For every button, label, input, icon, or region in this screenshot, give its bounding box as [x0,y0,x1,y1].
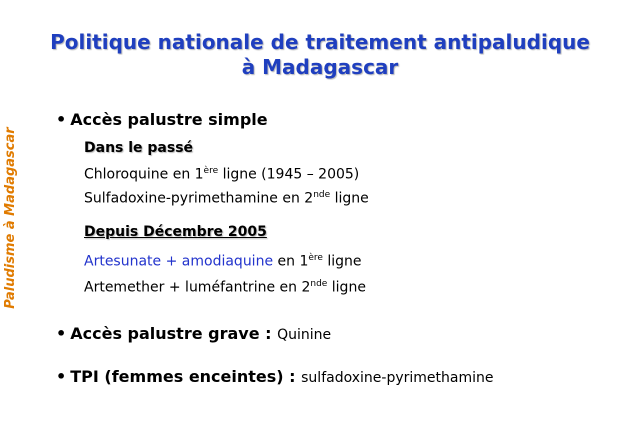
bullet-simple [56,110,268,130]
title-line-1: Politique nationale de traitement antipaludique [50,30,590,54]
bullet-tpi-value: sulfadoxine-pyrimethamine [301,370,494,386]
since-line-2 [84,275,366,297]
bullet-grave-value: Quinine [277,327,332,343]
subheading-since: Depuis Décembre 2005 [84,224,267,240]
since-line-1-highlight: Artesunate + amodiaquine [84,253,274,270]
since-line-2-rest: ligne [327,279,366,296]
since-line-1-sup: ère [308,253,323,263]
bullet-grave-heading: Accès palustre grave : [70,324,278,343]
bullet-dot: • [56,110,67,129]
bullet-grave [56,324,331,345]
subheading-past: Dans le passé [84,140,194,156]
since-line-1 [84,249,362,271]
bullet-tpi-heading: TPI (femmes enceintes) : [70,367,302,386]
past-line-1-text: Chloroquine en 1 [84,166,204,183]
past-line-2-rest: ligne [330,190,369,207]
past-line-2-sup: nde [313,190,331,200]
side-label: Paludisme à Madagascar [3,127,18,309]
since-line-1-rest: ligne [322,253,362,270]
title-line-2: à Madagascar [241,55,399,79]
bullet-dot: • [56,324,67,343]
since-line-2-text: Artemether + luméfantrine en 2 [84,279,311,296]
bullet-simple-heading: Accès palustre simple [70,110,268,129]
bullet-dot: • [56,367,67,386]
past-line-1-sup: ère [203,166,219,176]
past-line-2 [84,186,369,208]
past-line-2-text: Sulfadoxine-pyrimethamine en 2 [84,190,314,207]
since-line-1-text: en 1 [273,253,309,270]
past-line-1-rest: ligne (1945 – 2005) [218,166,360,183]
slide-title [30,30,610,80]
since-line-2-sup: nde [310,279,328,289]
past-line-1 [84,162,359,184]
bullet-tpi [56,367,493,388]
